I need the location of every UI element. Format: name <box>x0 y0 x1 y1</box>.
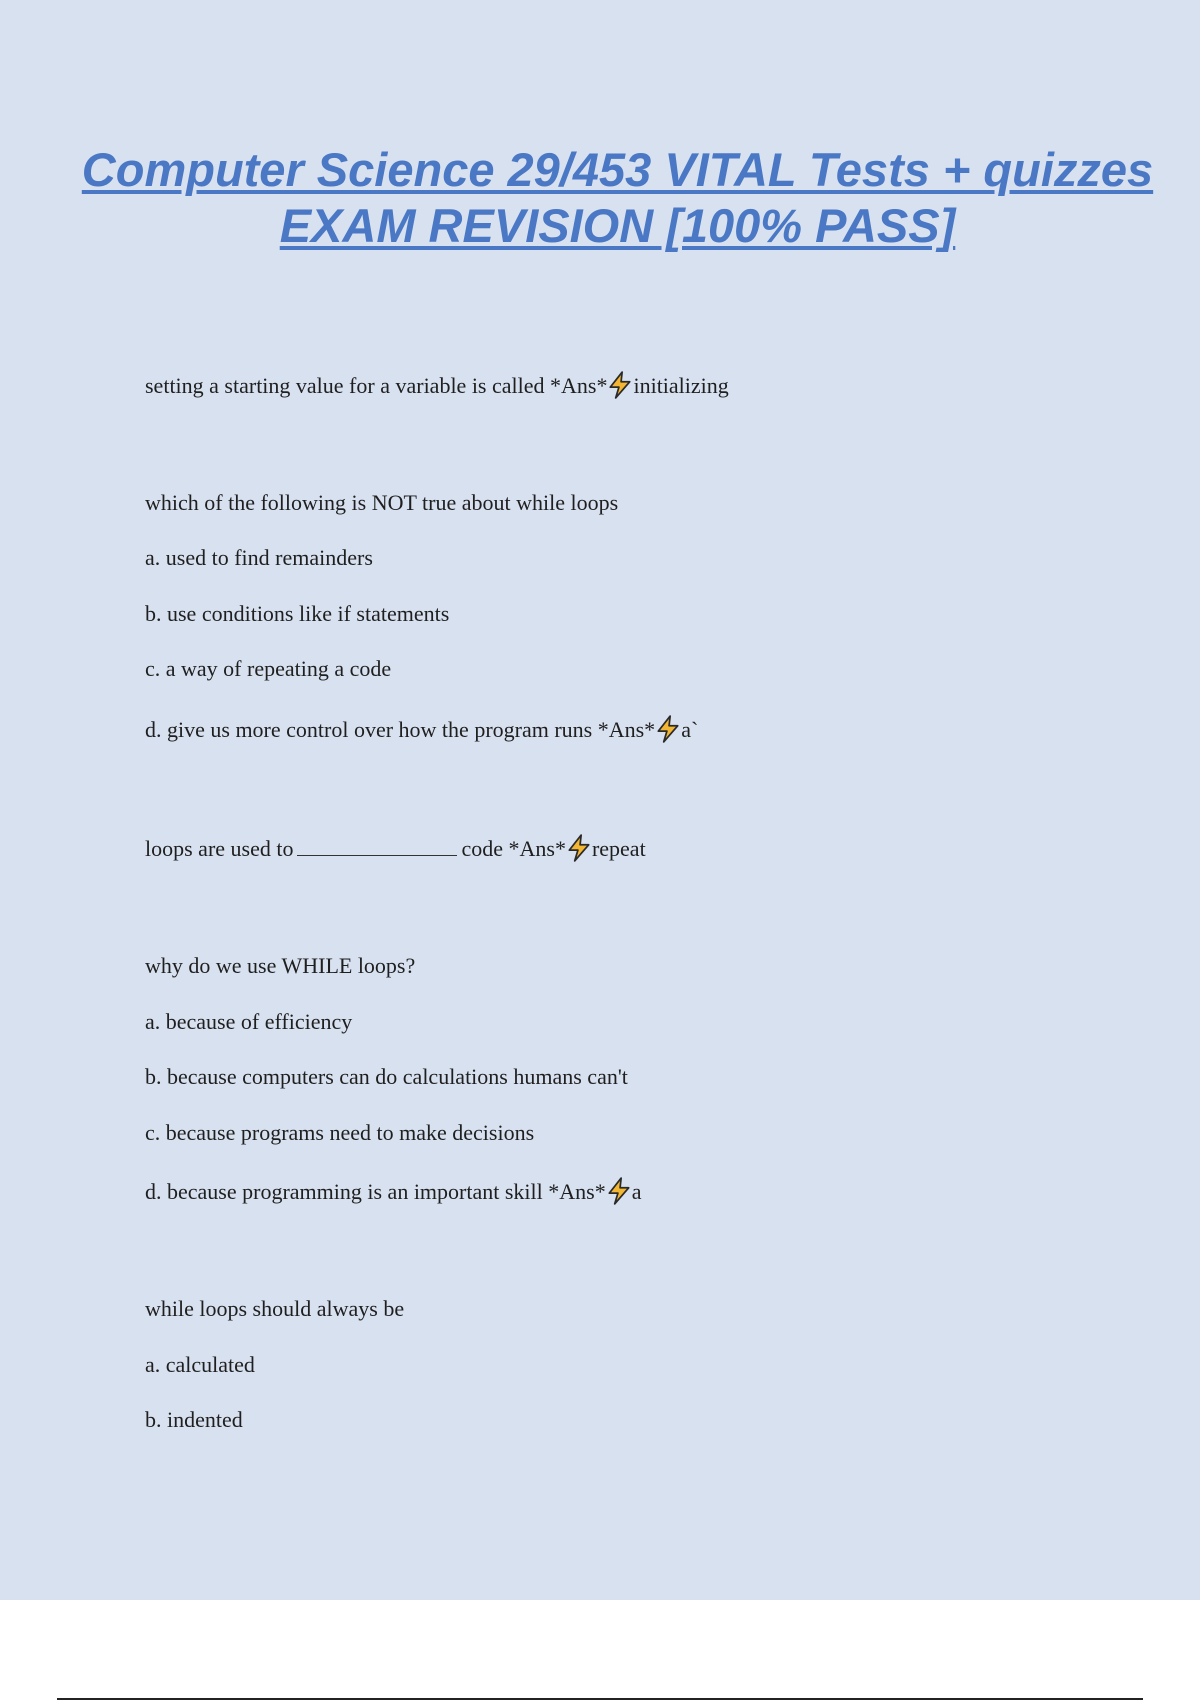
question-5-option-a: a. calculated <box>145 1352 255 1377</box>
question-4-option-b: b. because computers can do calculations humans can't <box>145 1064 628 1089</box>
question-4-option-c: c. because programs need to make decisions <box>145 1120 535 1145</box>
fill-in-blank <box>297 837 457 856</box>
question-4-option-a: a. because of efficiency <box>145 1009 353 1034</box>
lightning-bolt-icon <box>655 715 681 743</box>
question-2-answer: a` <box>681 717 699 742</box>
question-1 <box>145 371 729 400</box>
question-3-answer: repeat <box>591 836 646 861</box>
question-2-option-a: a. used to find remainders <box>145 545 373 570</box>
question-4-option-d <box>145 1177 641 1206</box>
question-2-option-d-text: d. give us more control over how the program runs *Ans* <box>145 717 656 742</box>
lightning-bolt-icon <box>606 1177 632 1205</box>
question-2-option-b: b. use conditions like if statements <box>145 601 450 626</box>
question-4-option-d-text: d. because programming is an important skill *Ans* <box>145 1179 606 1204</box>
question-4-answer: a <box>631 1179 642 1204</box>
question-2-option-d <box>145 715 698 744</box>
lightning-bolt-icon <box>607 371 633 399</box>
question-3-text-before: loops are used to <box>145 836 294 861</box>
question-1-answer: initializing <box>633 373 729 398</box>
question-3-text-after: code *Ans* <box>461 836 566 861</box>
question-5: while loops should always be <box>145 1296 405 1321</box>
question-4: why do we use WHILE loops? <box>145 953 416 978</box>
document-title: Computer Science 29/453 VITAL Tests + quizzes EXAM REVISION [100% PASS] <box>81 143 1154 252</box>
question-1-text: setting a starting value for a variable is called *Ans* <box>145 373 608 398</box>
question-2: which of the following is NOT true about while loops <box>145 490 619 515</box>
question-3 <box>145 834 646 863</box>
question-5-option-b: b. indented <box>145 1407 243 1432</box>
question-2-option-c: c. a way of repeating a code <box>145 656 392 681</box>
lightning-bolt-icon <box>566 834 592 862</box>
